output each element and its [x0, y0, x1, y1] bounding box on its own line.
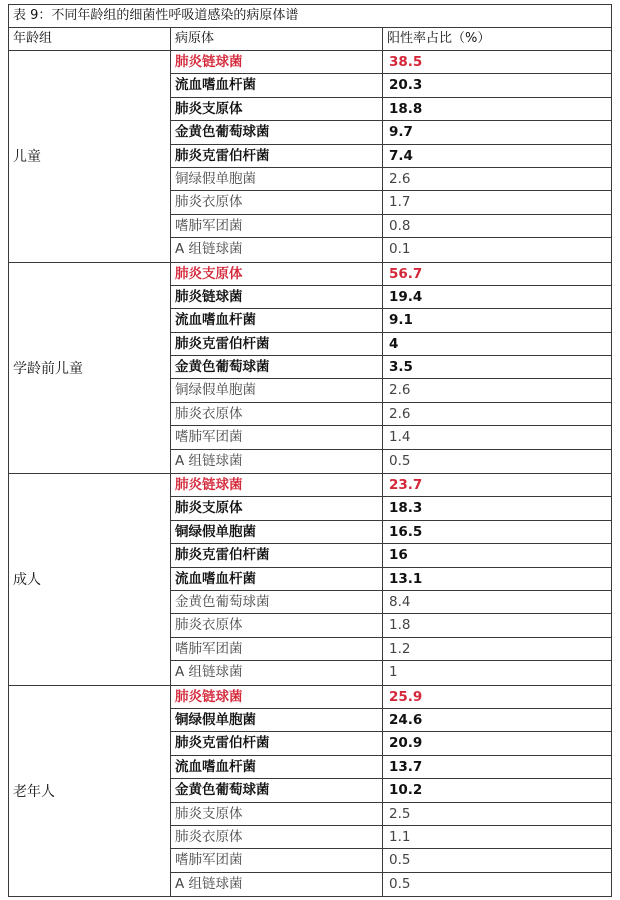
- table-row: [171, 51, 611, 74]
- pathogen-name-cell: 嗜肺军团菌: [171, 215, 383, 237]
- positive-rate-cell: 38.5: [389, 54, 423, 70]
- table-row: [171, 215, 611, 238]
- positive-rate-cell: 7.4: [389, 147, 413, 164]
- positive-rate-cell: 23.7: [389, 477, 423, 494]
- pathogen-name-cell: 金黄色葡萄球菌: [171, 591, 383, 613]
- pathogen-name-cell: 肺炎克雷伯杆菌: [171, 732, 383, 754]
- table-row: [171, 661, 611, 684]
- table-row: [171, 568, 611, 591]
- positive-rate-cell: 2.6: [389, 405, 411, 422]
- positive-rate-cell: 2.6: [389, 382, 411, 399]
- table-row: [171, 521, 611, 544]
- table-row: [171, 614, 611, 637]
- pathogen-name-cell: 肺炎支原体: [171, 98, 383, 120]
- positive-rate-cell: 4: [389, 335, 399, 352]
- pathogen-name-cell: 流血嗜血杆菌: [171, 756, 383, 778]
- positive-rate-cell: 16.5: [389, 523, 423, 540]
- table-row: [171, 74, 611, 97]
- table-row: [171, 121, 611, 144]
- pathogen-name-cell: 铜绿假单胞菌: [171, 168, 383, 190]
- pathogen-name-cell: 肺炎支原体: [171, 497, 383, 519]
- table-row: [171, 168, 611, 191]
- table-row: [171, 544, 611, 567]
- pathogen-name-cell: 肺炎支原体: [171, 803, 383, 825]
- table-row: [171, 686, 611, 709]
- table-header-row: [9, 28, 611, 51]
- positive-rate-cell: 56.7: [389, 265, 423, 282]
- positive-rate-cell: 3.5: [389, 359, 413, 376]
- positive-rate-cell: 2.6: [389, 170, 411, 187]
- pathogen-rows: [171, 686, 611, 897]
- positive-rate-cell: 1.1: [389, 828, 411, 845]
- pathogen-name-cell: 金黄色葡萄球菌: [171, 356, 383, 378]
- table-row: [171, 145, 611, 168]
- positive-rate-cell: 0.8: [389, 217, 411, 234]
- positive-rate-cell: 13.1: [389, 570, 423, 587]
- positive-rate-cell: 18.3: [389, 500, 423, 517]
- pathogen-name-cell: 流血嗜血杆菌: [171, 309, 383, 331]
- pathogen-name-cell: 肺炎链球菌: [171, 286, 383, 308]
- positive-rate-cell: 9.7: [389, 124, 413, 141]
- table-row: [171, 426, 611, 449]
- table-row: [171, 826, 611, 849]
- positive-rate-cell: 1.8: [389, 617, 411, 634]
- pathogen-name-cell: 肺炎支原体: [171, 263, 383, 285]
- pathogen-name-cell: 金黄色葡萄球菌: [171, 779, 383, 801]
- age-group-label: 老年人: [9, 686, 171, 897]
- table-row: [171, 333, 611, 356]
- age-group-block: [9, 51, 611, 263]
- table-row: [171, 263, 611, 286]
- table-row: [171, 309, 611, 332]
- table-row: [171, 191, 611, 214]
- age-group-block: [9, 686, 611, 897]
- header-positive-rate: 阳性率占比（%）: [387, 31, 491, 46]
- pathogen-name-cell: 嗜肺军团菌: [171, 638, 383, 660]
- table-row: [171, 591, 611, 614]
- pathogen-name-cell: 肺炎衣原体: [171, 191, 383, 213]
- table-row: [171, 238, 611, 261]
- pathogen-name-cell: 铜绿假单胞菌: [171, 709, 383, 731]
- positive-rate-cell: 1: [389, 664, 398, 681]
- table-body: [9, 51, 611, 896]
- positive-rate-cell: 0.1: [389, 241, 411, 258]
- table-row: [171, 356, 611, 379]
- table-row: [171, 732, 611, 755]
- pathogen-name-cell: A 组链球菌: [171, 450, 383, 473]
- table-row: [171, 403, 611, 426]
- positive-rate-cell: 8.4: [389, 593, 411, 610]
- table-row: [171, 779, 611, 802]
- pathogen-name-cell: 肺炎链球菌: [171, 474, 383, 496]
- table-row: [171, 450, 611, 473]
- pathogen-name-cell: 肺炎衣原体: [171, 826, 383, 848]
- table-row: [171, 474, 611, 497]
- pathogen-name-cell: 肺炎链球菌: [171, 686, 383, 708]
- positive-rate-cell: 2.5: [389, 805, 411, 822]
- age-group-label: 学龄前儿童: [9, 263, 171, 474]
- pathogen-name-cell: A 组链球菌: [171, 873, 383, 896]
- positive-rate-cell: 13.7: [389, 758, 423, 775]
- table-row: [171, 873, 611, 896]
- pathogen-name-cell: 铜绿假单胞菌: [171, 521, 383, 543]
- positive-rate-cell: 25.9: [389, 688, 423, 705]
- positive-rate-cell: 0.5: [389, 452, 411, 469]
- pathogen-rows: [171, 474, 611, 685]
- table-caption: 表 9：不同年龄组的细菌性呼吸道感染的病原体谱: [9, 5, 611, 28]
- pathogen-name-cell: 肺炎克雷伯杆菌: [171, 333, 383, 355]
- table-row: [171, 709, 611, 732]
- pathogen-name-cell: 流血嗜血杆菌: [171, 74, 383, 96]
- pathogen-name-cell: 流血嗜血杆菌: [171, 568, 383, 590]
- pathogen-name-cell: A 组链球菌: [171, 238, 383, 261]
- pathogen-name-cell: A 组链球菌: [171, 661, 383, 684]
- table-row: [171, 497, 611, 520]
- positive-rate-cell: 0.5: [389, 875, 411, 892]
- pathogen-rows: [171, 263, 611, 474]
- table-row: [171, 756, 611, 779]
- pathogen-rows: [171, 51, 611, 262]
- table-row: [171, 379, 611, 402]
- positive-rate-cell: 1.2: [389, 640, 411, 657]
- positive-rate-cell: 16: [389, 547, 408, 564]
- pathogen-name-cell: 肺炎衣原体: [171, 403, 383, 425]
- pathogen-table: [8, 4, 612, 897]
- pathogen-name-cell: 肺炎克雷伯杆菌: [171, 145, 383, 167]
- positive-rate-cell: 19.4: [389, 288, 423, 305]
- age-group-block: [9, 474, 611, 686]
- positive-rate-cell: 24.6: [389, 711, 423, 728]
- positive-rate-cell: 18.8: [389, 100, 423, 117]
- age-group-label: 儿童: [9, 51, 171, 262]
- header-age-group: 年龄组: [9, 28, 171, 50]
- positive-rate-cell: 20.3: [389, 77, 423, 94]
- positive-rate-cell: 0.5: [389, 852, 411, 869]
- table-row: [171, 803, 611, 826]
- pathogen-name-cell: 金黄色葡萄球菌: [171, 121, 383, 143]
- positive-rate-cell: 10.2: [389, 782, 423, 799]
- positive-rate-cell: 20.9: [389, 735, 423, 752]
- header-pathogen: 病原体: [171, 28, 383, 50]
- age-group-label: 成人: [9, 474, 171, 685]
- table-row: [171, 638, 611, 661]
- pathogen-name-cell: 肺炎链球菌: [171, 51, 383, 73]
- pathogen-name-cell: 肺炎衣原体: [171, 614, 383, 636]
- positive-rate-cell: 1.4: [389, 429, 411, 446]
- age-group-block: [9, 263, 611, 475]
- pathogen-name-cell: 嗜肺军团菌: [171, 849, 383, 871]
- table-row: [171, 849, 611, 872]
- positive-rate-cell: 9.1: [389, 312, 413, 329]
- positive-rate-cell: 1.7: [389, 194, 411, 211]
- pathogen-name-cell: 肺炎克雷伯杆菌: [171, 544, 383, 566]
- table-row: [171, 98, 611, 121]
- pathogen-name-cell: 嗜肺军团菌: [171, 426, 383, 448]
- table-row: [171, 286, 611, 309]
- pathogen-name-cell: 铜绿假单胞菌: [171, 379, 383, 401]
